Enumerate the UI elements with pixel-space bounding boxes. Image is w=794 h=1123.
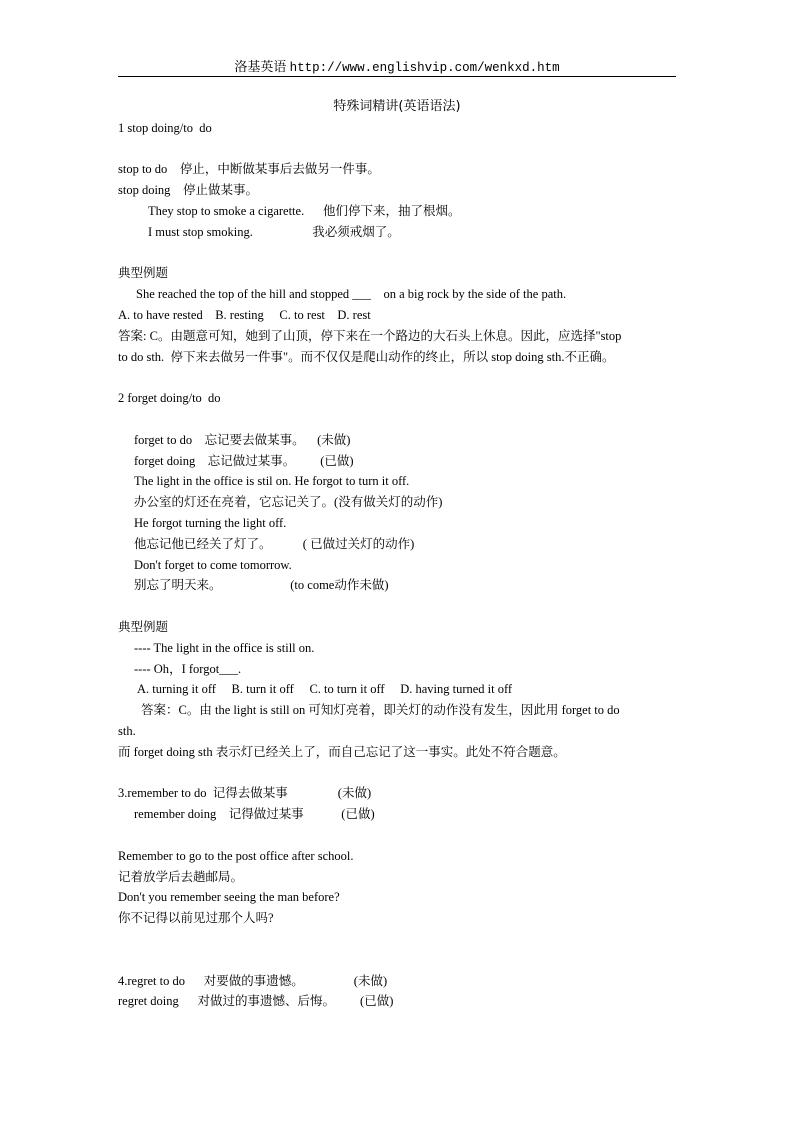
text-line: remember doing 记得做过某事 (已做) [134, 806, 375, 821]
text-line: 他忘记他已经关了灯了。 ( 已做过关灯的动作) [134, 536, 415, 551]
text-line: I must stop smoking. 我必须戒烟了。 [148, 224, 400, 239]
text-line: 1 stop doing/to do [118, 121, 212, 135]
text-line: 典型例题 [118, 265, 169, 280]
text-line: They stop to smoke a cigarette. 他们停下来，抽了根烟。 [148, 203, 461, 218]
text-line: regret doing 对做过的事遗憾、后悔。 (已做) [118, 993, 394, 1008]
document-title: 特殊词精讲(英语语法) [333, 99, 461, 114]
text-line: A. turning it off B. turn it off C. to turn it off D. having turned it off [137, 682, 513, 696]
text-line: ---- Oh，I forgot___. [134, 661, 242, 676]
text-line: to do sth. 停下来去做另一件事"。而不仅仅是爬山动作的终止，所以 stop doing sth.不正确。 [118, 349, 615, 364]
text-line: Don't you remember seeing the man before? [118, 890, 340, 904]
text-line: sth. [118, 724, 136, 738]
text-line: ---- The light in the office is still on. [134, 641, 315, 655]
header-brand: 洛基英语 [234, 60, 287, 75]
text-line: 你不记得以前见过那个人吗? [118, 910, 274, 925]
text-line: The light in the office is stil on. He forgot to turn it off. [134, 474, 410, 488]
text-line: Remember to go to the post office after school. [118, 849, 354, 863]
text-line: 典型例题 [118, 619, 169, 634]
text-line: 4.regret to do 对要做的事遗憾。 (未做) [118, 973, 388, 988]
text-line: forget doing 忘记做过某事。 (已做) [134, 453, 354, 468]
text-line: stop doing 停止做某事。 [118, 182, 258, 197]
text-line: 办公室的灯还在亮着，它忘记关了。(没有做关灯的动作) [134, 494, 443, 509]
text-line: 答案: C。由题意可知，她到了山顶，停下来在一个路边的大石头上休息。因此，应选择"stop [118, 328, 622, 343]
header-url: http://www.englishvip.com/wenkxd.htm [289, 61, 560, 75]
text-line: He forgot turning the light off. [134, 516, 287, 530]
text-line: 答案：C。由 the light is still on 可知灯亮着，即关灯的动作没有发生，因此用 forget to do [141, 702, 620, 717]
text-line: She reached the top of the hill and stopped ___ on a big rock by the side of the path. [136, 287, 567, 301]
text-line: 别忘了明天来。 (to come动作未做) [134, 577, 389, 592]
text-line: stop to do 停止，中断做某事后去做另一件事。 [118, 161, 380, 176]
text-line: Don't forget to come tomorrow. [134, 558, 292, 572]
text-line: 记着放学后去趟邮局。 [118, 869, 244, 884]
text-line: forget to do 忘记要去做某事。 (未做) [134, 432, 351, 447]
text-line: A. to have rested B. resting C. to rest D. rest [118, 308, 371, 322]
text-line: 2 forget doing/to do [118, 391, 221, 405]
page-header [118, 58, 676, 77]
text-line: 3.remember to do 记得去做某事 (未做) [118, 785, 372, 800]
text-line: 而 forget doing sth 表示灯已经关上了，而自己忘记了这一事实。此处不符合题意。 [118, 744, 566, 759]
